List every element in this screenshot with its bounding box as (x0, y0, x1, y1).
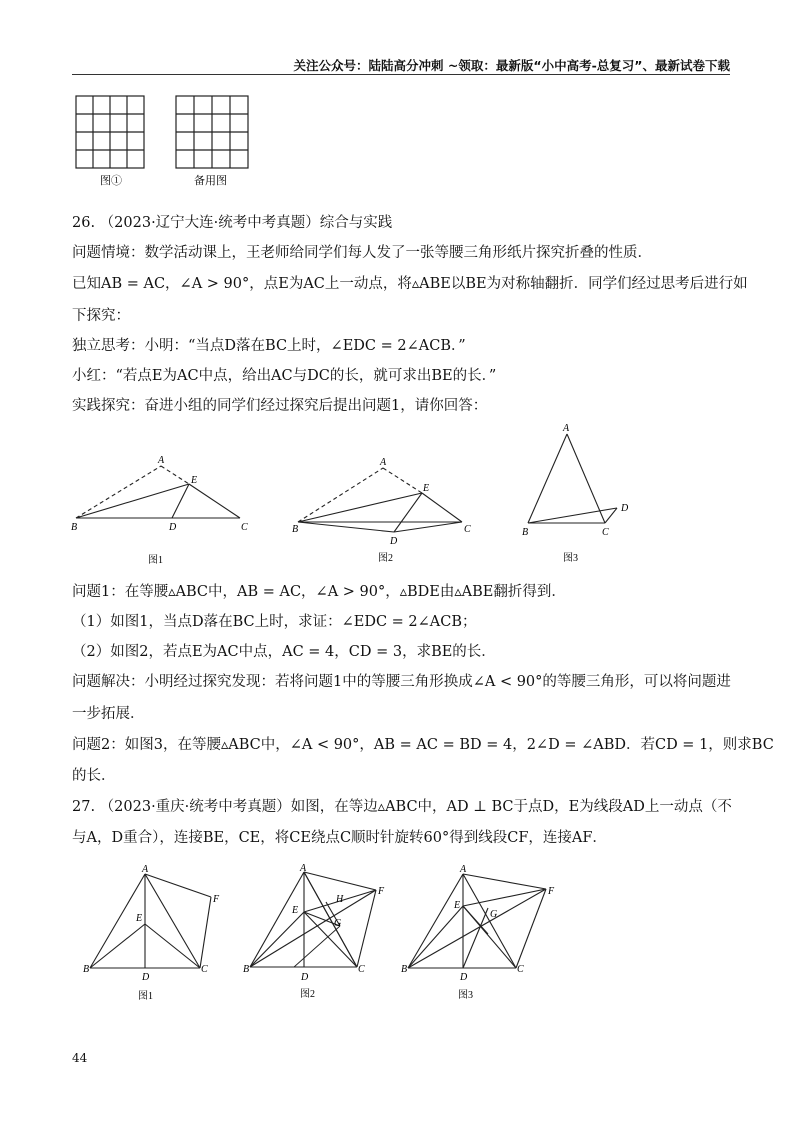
q26-problem-2-cont: 的长． (72, 768, 116, 784)
q27-fig1-label-b: B (83, 964, 90, 975)
q26-title: 26. （2023·辽宁大连·统考中考真题）综合与实践 (72, 215, 393, 231)
q27-fig1-label-a: A (142, 864, 149, 875)
q27-fig2-caption: 图2 (300, 989, 315, 1000)
q27-fig2-label-g: G (334, 918, 342, 929)
q26-fig2-label-b: B (292, 524, 299, 535)
q26-fig1-label-e: E (191, 475, 198, 486)
q27-fig2-label-b: B (243, 964, 250, 975)
q26-practice: 实践探究：奋进小组的同学们经过探究后提出问题1，请你回答： (72, 398, 488, 414)
q27-fig3-label-b: B (401, 964, 408, 975)
q26-problem-1: 问题1：在等腰▵ABC中，AB = AC，∠A > 90°，▵BDE由▵ABE翻折得到． (72, 584, 566, 600)
q27-statement: 与A，D重合），连接BE，CE，将CE绕点C顺时针旋转60°得到线段CF，连接AF． (72, 830, 607, 846)
grid-figure-2-caption: 备用图 (194, 174, 227, 187)
q27-figure-1 (82, 864, 227, 1008)
q26-context: 问题情境：数学活动课上，王老师给同学们每人发了一张等腰三角形纸片探究折叠的性质． (72, 245, 652, 261)
q26-fig1-label-a: A (158, 455, 165, 466)
q26-fig1-caption: 图1 (148, 555, 163, 566)
q26-fig2-label-a: A (380, 457, 387, 468)
q27-fig3-label-c: C (517, 964, 524, 975)
q26-fig3-label-a: A (563, 423, 570, 434)
header-rule (72, 74, 730, 75)
q26-fig1-label-c: C (241, 522, 248, 533)
grid-figure-1 (76, 96, 144, 168)
q27-fig2-label-a: A (300, 863, 307, 874)
q26-fig1-label-d: D (169, 522, 177, 533)
page-number: 44 (72, 1051, 88, 1065)
q27-title: 27. （2023·重庆·统考中考真题）如图，在等边▵ABC中，AD ⊥ BC于点D，E为线段AD上一动点（不 (72, 799, 732, 815)
q27-fig3-label-d: D (460, 972, 468, 983)
q26-fig2-label-d: D (390, 536, 398, 547)
q26-fig3-label-b: B (522, 527, 529, 538)
q27-fig3-label-g: G (490, 909, 498, 920)
q26-fig3-label-c: C (602, 527, 609, 538)
q26-fig3-caption: 图3 (563, 553, 578, 564)
q27-fig2-label-h: H (336, 894, 344, 905)
q27-fig1-label-c: C (201, 964, 208, 975)
q27-fig3-label-e: E (454, 900, 461, 911)
q26-fig2-caption: 图2 (378, 553, 393, 564)
q26-figure-3 (515, 420, 645, 569)
q26-given: 已知AB = AC，∠A > 90°，点E为AC上一动点，将▵ABE以BE为对称轴翻折．同学们经过思考后进行如 (72, 276, 748, 292)
grid-figures (72, 94, 272, 189)
q27-fig2-label-c: C (358, 964, 365, 975)
q27-fig1-label-f: F (213, 894, 220, 905)
q26-figure-2 (290, 452, 490, 571)
q27-fig3-label-a: A (460, 864, 467, 875)
q27-figure-3 (400, 864, 560, 1008)
q26-fig2-label-e: E (423, 483, 430, 494)
q26-xiaohong: 小红：“若点E为AC中点，给出AC与DC的长，就可求出BE的长．” (72, 368, 497, 384)
q26-problem-1-part-2: （2）如图2，若点E为AC中点，AC = 4，CD = 3，求BE的长． (72, 644, 496, 660)
q26-figure-1 (68, 452, 258, 571)
q27-figure-2 (242, 864, 402, 1008)
grid-figures-svg (72, 94, 272, 189)
q27-fig2-label-e: E (292, 905, 299, 916)
q27-fig1-label-d: D (142, 972, 150, 983)
q27-fig1-caption: 图1 (138, 991, 153, 1002)
q26-xiaoming: 独立思考：小明：“当点D落在BC上时，∠EDC = 2∠ACB．” (72, 338, 466, 354)
page-header: 关注公众号：陆陆高分冲刺 ~领取：最新版“小中高考-总复习”、最新试卷下载 (293, 58, 730, 73)
q27-fig3-caption: 图3 (458, 990, 473, 1001)
q27-fig2-label-f: F (378, 886, 385, 897)
q27-fig1-label-e: E (136, 913, 143, 924)
q26-problem-2: 问题2：如图3，在等腰▵ABC中，∠A < 90°，AB = AC = BD = 4，2∠D = ∠ABD．若CD = 1，则求BC (72, 737, 774, 753)
q26-fig2-label-c: C (464, 524, 471, 535)
q26-problem-solving: 问题解决：小明经过探究发现：若将问题1中的等腰三角形换成∠A < 90°的等腰三角形，可以将问题进 (72, 674, 731, 690)
q26-fig3-label-d: D (621, 503, 629, 514)
q26-given-cont: 下探究： (72, 308, 130, 324)
q26-fig1-label-b: B (71, 522, 78, 533)
q27-fig3-label-f: F (548, 886, 555, 897)
q27-fig2-label-d: D (301, 972, 309, 983)
grid-figure-2 (176, 96, 248, 168)
q26-problem-1-part-1: （1）如图1，当点D落在BC上时，求证：∠EDC = 2∠ACB； (72, 614, 477, 630)
grid-figure-1-caption: 图① (100, 174, 122, 187)
q26-problem-solving-cont: 一步拓展． (72, 706, 145, 722)
